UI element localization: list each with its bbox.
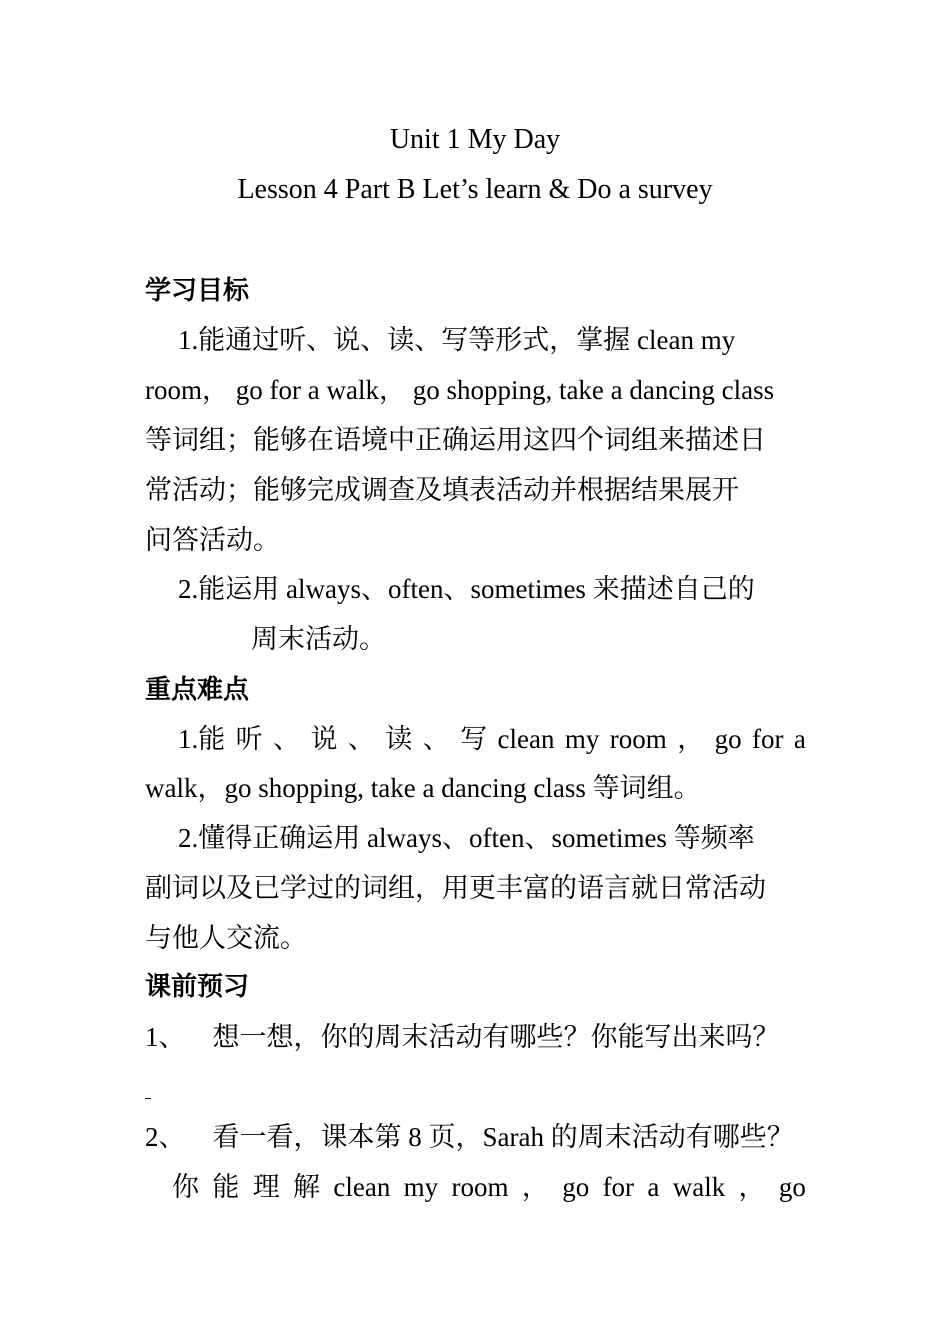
preview-question-2-continued xyxy=(172,1167,806,1207)
preview-q2-word: 能 xyxy=(212,1172,240,1202)
key-point-1-word: 写 xyxy=(460,724,488,754)
preview-q2-word: a xyxy=(647,1172,660,1202)
preview-q2-word: 你 xyxy=(172,1172,199,1202)
preview-q2-word: go xyxy=(562,1172,590,1202)
preview-q2-word: ， xyxy=(521,1172,549,1202)
blank-answer-mark xyxy=(145,1098,151,1099)
key-point-1-word: 1.能 xyxy=(178,724,226,754)
key-point-1-word: my xyxy=(564,724,600,754)
objective-1-line-4: 常活动；能够完成调查及填表活动并根据结果展开 xyxy=(145,475,739,505)
key-point-2-line-2: 副词以及已学过的词组，用更丰富的语言就日常活动 xyxy=(145,873,766,903)
key-point-1-word: 、 xyxy=(422,724,450,754)
key-point-2-line-3: 与他人交流。 xyxy=(145,923,307,953)
key-point-1-word: 说 xyxy=(310,724,338,754)
lesson-title: Lesson 4 Part B Let’s learn & Do a survey xyxy=(237,174,713,205)
preview-heading: 课前预习 xyxy=(145,972,250,1002)
key-point-1-word: ， xyxy=(677,724,705,754)
objective-1-line-3: 等词组；能够在语境中正确运用这四个词组来描述日 xyxy=(145,425,766,455)
preview-q2-word: room xyxy=(451,1172,509,1202)
objective-2-line-1: 2.能运用 always、often、sometimes 来描述自己的 xyxy=(178,574,755,604)
preview-q2-word: clean xyxy=(333,1172,391,1202)
key-point-1-word: 听 xyxy=(235,724,263,754)
key-point-1-word: 、 xyxy=(273,724,301,754)
preview-question-2: 2、 看一看，课本第 8 页，Sarah 的周末活动有哪些？ xyxy=(145,1122,794,1152)
key-point-1-word: for xyxy=(752,724,784,754)
key-point-1-word: clean xyxy=(497,724,555,754)
key-point-1-line-2: walk，go shopping, take a dancing class 等词组。 xyxy=(145,773,701,803)
preview-q2-word: go xyxy=(778,1172,806,1202)
objective-1-line-2: room， go for a walk， go shopping, take a dancing class xyxy=(145,375,775,405)
preview-question-1: 1、 想一想，你的周末活动有哪些？你能写出来吗？ xyxy=(145,1022,780,1052)
key-point-1-word: a xyxy=(793,724,806,754)
objective-1-line-1: 1.能通过听、说、读、写等形式，掌握 clean my xyxy=(178,325,736,355)
key-point-1-word: 读 xyxy=(385,724,413,754)
key-point-2-line-1: 2.懂得正确运用 always、often、sometimes 等频率 xyxy=(178,823,755,853)
key-point-1-word: go xyxy=(714,724,742,754)
objectives-heading: 学习目标 xyxy=(145,276,250,306)
preview-q2-word: 解 xyxy=(293,1172,321,1202)
preview-q2-word: walk xyxy=(672,1172,726,1202)
preview-q2-word: ， xyxy=(738,1172,766,1202)
key-point-1-line-1 xyxy=(178,719,806,759)
objective-2-line-2: 周末活动。 xyxy=(251,624,386,654)
key-point-1-word: 、 xyxy=(347,724,375,754)
objective-1-line-5: 问答活动。 xyxy=(145,525,280,555)
unit-title: Unit 1 My Day xyxy=(389,124,561,155)
preview-q2-word: my xyxy=(403,1172,439,1202)
key-point-1-word: room xyxy=(609,724,667,754)
key-points-heading: 重点难点 xyxy=(145,675,250,705)
preview-q2-word: for xyxy=(602,1172,635,1202)
preview-q2-word: 理 xyxy=(252,1172,280,1202)
